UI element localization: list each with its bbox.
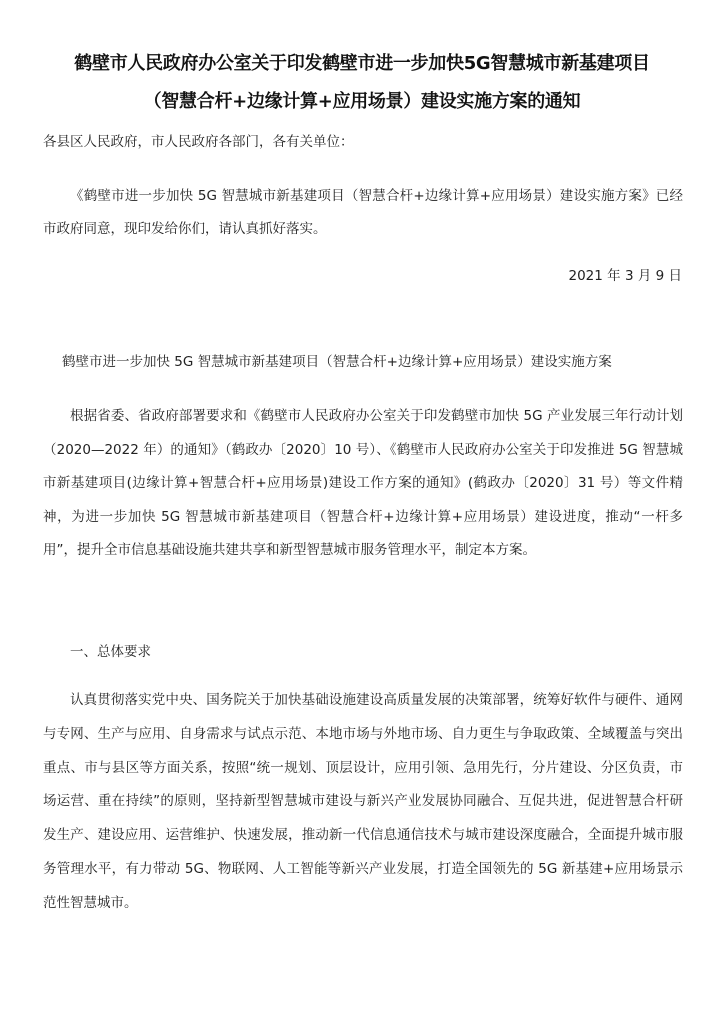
document-title-line-1: 鹤壁市人民政府办公室关于印发鹤壁市进一步加快5G智慧城市新基建项目: [74, 53, 650, 74]
plan-title: 鹤壁市进一步加快 5G 智慧城市新基建项目（智慧合杆+边缘计算+应用场景）建设实施方案: [62, 354, 612, 370]
notice-paragraph: 《鹤壁市进一步加快 5G 智慧城市新基建项目（智慧合杆+边缘计算+应用场景）建设实施方案》已经市政府同意，现印发给你们，请认真抓好落实。: [43, 188, 683, 237]
intro-paragraph: 根据省委、省政府部署要求和《鹤壁市人民政府办公室关于印发鹤壁市加快 5G 产业发展三年行动计划（2020—2022 年）的通知》（鹤政办〔2020〕10 号）、《鹤壁市人民政府办公室关于印发推进 5G 智慧城市新基建项目(边缘计算+智慧合杆+应用场景)建设工作方案的通知》(鹤政办〔2020〕31 号）等文件精神，为进一步加快 5G 智慧城市新基建项目（智慧合杆+边缘计算+应用场景）建设进度，推动“一杆多用”，提升全市信息基础设施共建共享和新型智慧城市服务管理水平，制定本方案。: [43, 408, 683, 559]
document-title-line-2: （智慧合杆+边缘计算+应用场景）建设实施方案的通知: [143, 91, 581, 112]
section-body-paragraph: 认真贯彻落实党中央、国务院关于加快基础设施建设高质量发展的决策部署，统筹好软件与硬件、通网与专网、生产与应用、自身需求与试点示范、本地市场与外地市场、自力更生与争取政策、全域覆盖与突出重点、市与县区等方面关系，按照“统一规划、顶层设计，应用引领、急用先行，分片建设、分区负责，市场运营、重在持续”的原则，坚持新型智慧城市建设与新兴产业发展协同融合、互促共进，促进智慧合杆研发生产、建设应用、运营维护、快速发展，推动新一代信息通信技术与城市建设深度融合，全面提升城市服务管理水平，有力带动 5G、物联网、人工智能等新兴产业发展，打造全国领先的 5G 新基建+应用场景示范性智慧城市。: [43, 692, 683, 911]
section-heading-general-requirements: 一、总体要求: [70, 644, 151, 660]
issue-date: 2021 年 3 月 9 日: [568, 268, 682, 284]
salutation: 各县区人民政府，市人民政府各部门，各有关单位：: [43, 134, 354, 150]
